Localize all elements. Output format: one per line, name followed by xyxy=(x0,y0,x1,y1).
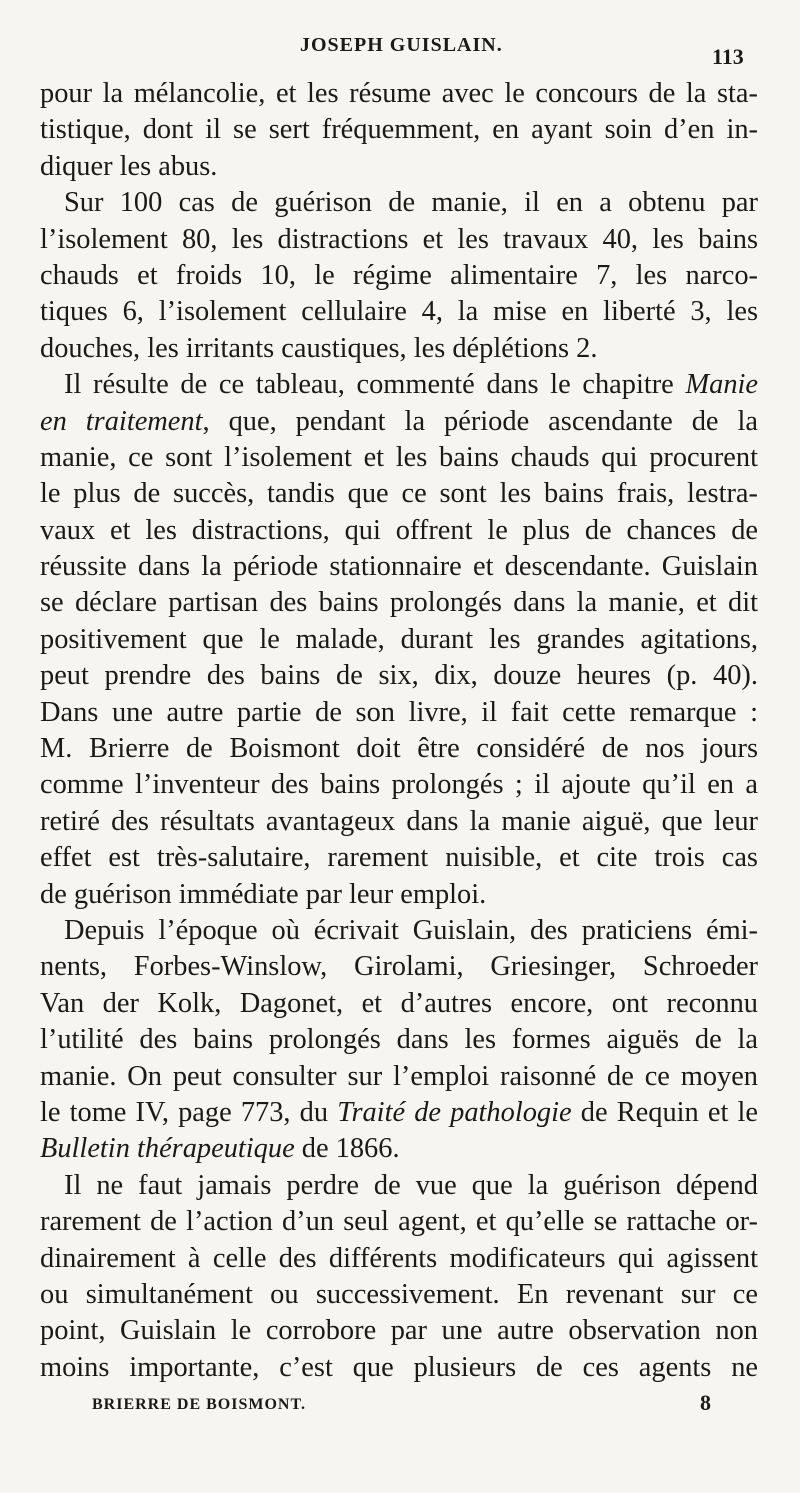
text-line xyxy=(40,1131,758,1167)
text-line: pour la mélancolie, et les résume avec le concours de la sta- xyxy=(40,78,758,109)
text-line: tistique, dont il se sert fréquemment, en ayant soin d’en in- xyxy=(40,114,758,146)
text-line: dinairement à celle des différents modificateurs qui agissent xyxy=(40,1242,758,1274)
text-line: réussite dans la période stationnaire et descendante. Guislain xyxy=(40,551,758,583)
text-line xyxy=(40,1095,758,1131)
text-line: manie, ce sont l’isolement et les bains chauds qui procurent xyxy=(40,441,758,473)
text-line: M. Brierre de Boismont doit être considéré de nos jours xyxy=(40,733,758,765)
body-text xyxy=(40,76,758,1386)
italic-title: Traité de pathologie xyxy=(337,1096,572,1128)
text-line: Sur 100 cas de guérison de manie, il en a obtenu par xyxy=(64,187,758,219)
running-title: JOSEPH GUISLAIN. xyxy=(300,34,503,56)
text-line: point, Guislain le corrobore par une autre observation non xyxy=(40,1315,758,1347)
text-segment: le tome IV, page 773, du xyxy=(40,1096,338,1128)
running-head xyxy=(0,26,800,69)
text-line: moins importante, c’est que plusieurs de ces agents ne xyxy=(40,1351,758,1383)
text-line: de guérison immédiate par leur emploi. xyxy=(40,878,487,910)
text-line: peut prendre des bains de six, dix, douze heures (p. 40). xyxy=(40,660,758,692)
text-line: ou simultanément ou successivement. En revenant sur ce xyxy=(40,1278,758,1310)
page-footer xyxy=(0,1390,800,1430)
text-line: le plus de succès, tandis que ce sont les bains frais, lestra- xyxy=(40,478,758,510)
text-line: Dans une autre partie de son livre, il fait cette remarque : xyxy=(40,696,758,728)
text-line: l’isolement 80, les distractions et les travaux 40, les bains xyxy=(40,223,758,255)
text-segment: Il résulte de ce tableau, commenté dans le chapitre xyxy=(64,369,686,401)
page-number: 113 xyxy=(712,44,744,69)
text-line: nents, Forbes-Winslow, Girolami, Griesinger, Schroeder xyxy=(40,951,758,983)
text-line: tiques 6, l’isolement cellulaire 4, la mise en liberté 3, les xyxy=(40,296,758,328)
text-line: l’utilité des bains prolongés dans les formes aiguës de la xyxy=(40,1024,758,1056)
text-line: manie. On peut consulter sur l’emploi raisonné de ce moyen xyxy=(40,1060,758,1092)
text-line: Depuis l’époque où écrivait Guislain, des praticiens émi- xyxy=(64,914,758,946)
text-line: diquer les abus. xyxy=(40,150,218,182)
text-line xyxy=(40,404,758,440)
text-line: positivement que le malade, durant les grandes agitations, xyxy=(40,623,758,655)
text-line: Van der Kolk, Dagonet, et d’autres encore, ont reconnu xyxy=(40,987,758,1019)
text-line: douches, les irritants caustiques, les déplétions 2. xyxy=(40,332,598,364)
text-line: comme l’inventeur des bains prolongés ; il ajoute qu’il en a xyxy=(40,769,758,801)
sheet-number: 8 xyxy=(700,1390,711,1415)
text-line: vaux et les distractions, qui offrent le plus de chances de xyxy=(40,514,758,546)
signature-mark: BRIERRE DE BOISMONT. xyxy=(92,1396,306,1413)
text-line xyxy=(40,367,758,403)
text-line: rarement de l’action d’un seul agent, et qu’elle se rattache or- xyxy=(40,1206,758,1238)
text-line: Il ne faut jamais perdre de vue que la guérison dépend xyxy=(64,1169,758,1201)
text-segment: , que, pendant la période ascendante de la xyxy=(202,405,758,437)
italic-title: en traitement xyxy=(40,405,203,437)
text-segment: de Requin et le xyxy=(571,1096,758,1128)
text-line: chauds et froids 10, le régime alimentaire 7, les narco- xyxy=(40,259,758,291)
text-line: effet est très-salutaire, rarement nuisible, et cite trois cas xyxy=(40,842,758,874)
text-line: retiré des résultats avantageux dans la manie aiguë, que leur xyxy=(40,805,758,837)
text-segment: de 1866. xyxy=(294,1133,400,1165)
text-line: se déclare partisan des bains prolongés dans la manie, et dit xyxy=(40,587,758,619)
italic-title: Bulletin thérapeutique xyxy=(40,1133,295,1165)
italic-title: Manie xyxy=(685,369,758,401)
